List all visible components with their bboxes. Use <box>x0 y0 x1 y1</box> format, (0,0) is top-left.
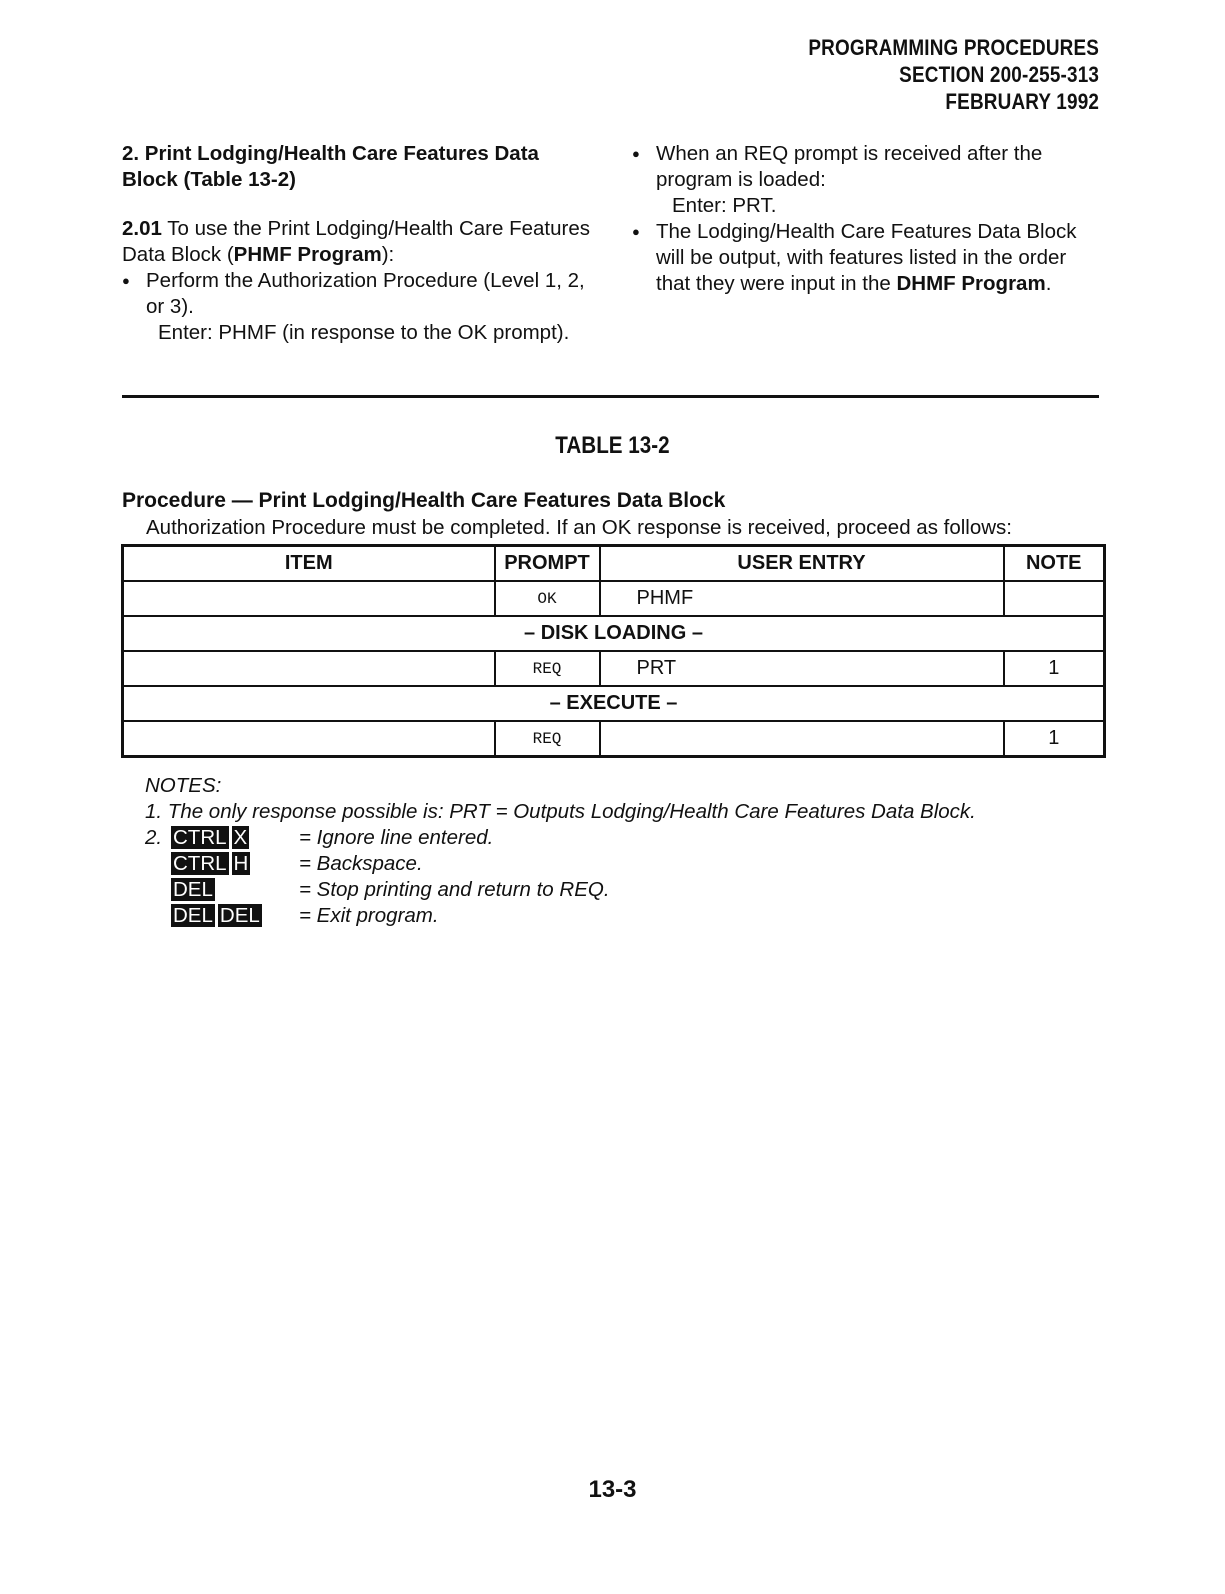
keys-del-del <box>171 903 299 929</box>
note-2-line-3 <box>145 877 976 903</box>
output-end: . <box>1045 272 1052 295</box>
table-header-row <box>123 546 1105 582</box>
desc-ignore-line: = Ignore line entered. <box>299 826 494 849</box>
left-column <box>122 141 592 346</box>
item-cell <box>123 651 495 686</box>
header-date: FEBRUARY 1992 <box>945 89 1099 114</box>
header-note: NOTE <box>1004 546 1105 582</box>
prompt-cell: REQ <box>495 651 600 686</box>
key-ctrl: CTRL <box>173 852 227 875</box>
prompt-cell: OK <box>495 581 600 616</box>
desc-exit-program: = Exit program. <box>299 904 439 927</box>
key-x: X <box>233 826 248 849</box>
horizontal-rule <box>122 395 1099 398</box>
bullet-authorization: ● Perform the Authorization Procedure (Level 1, 2, or 3). <box>122 268 592 320</box>
table-title-text: TABLE 13-2 <box>555 432 670 459</box>
header-section: SECTION 200-255-313 <box>899 62 1099 87</box>
page-number: 13-3 <box>588 1476 637 1503</box>
output-text: The Lodging/Health Care Features Data Block will be output, with features listed in the order that they were input in the <box>656 220 1077 295</box>
table-title <box>0 432 1225 460</box>
key-del: DEL <box>173 878 213 901</box>
table-row <box>123 581 1105 616</box>
right-column <box>632 141 1102 297</box>
keys-del <box>171 877 299 903</box>
key-del: DEL <box>219 904 260 927</box>
keys-ctrl-h <box>171 851 299 877</box>
note-cell <box>1004 581 1105 616</box>
desc-stop-printing: = Stop printing and return to REQ. <box>299 878 610 901</box>
paragraph-number: 2.01 <box>122 217 162 240</box>
item-cell <box>123 581 495 616</box>
enter-phmf: Enter: PHMF (in response to the OK prompt). <box>158 321 570 344</box>
item-cell <box>123 721 495 757</box>
key-ctrl: CTRL <box>173 826 227 849</box>
keys-ctrl-x <box>171 825 299 851</box>
bullet-req-prompt: ● When an REQ prompt is received after the program is loaded: <box>632 141 1102 193</box>
program-name: PHMF Program <box>233 243 382 266</box>
key-h: H <box>233 852 249 875</box>
note-2-line-4 <box>145 903 976 929</box>
authorization-note: Authorization Procedure must be completed. If an OK response is received, proceed as follows: <box>146 516 1013 539</box>
note-cell: 1 <box>1004 651 1105 686</box>
note-1: 1. The only response possible is: PRT = Outputs Lodging/Health Care Features Data Block. <box>145 800 976 823</box>
entry-cell: PHMF <box>600 581 1004 616</box>
prompt-cell: REQ <box>495 721 600 757</box>
table-row <box>123 651 1105 686</box>
desc-backspace: = Backspace. <box>299 852 423 875</box>
header-title: PROGRAMMING PROCEDURES <box>808 35 1099 60</box>
procedure-table <box>121 544 1106 758</box>
table-row <box>123 721 1105 757</box>
disk-loading-row: – DISK LOADING – <box>123 616 1105 651</box>
dhmf-program: DHMF Program <box>896 272 1046 295</box>
section-title: 2. Print Lodging/Health Care Features Data Block (Table 13-2) <box>122 142 539 191</box>
execute-row: – EXECUTE – <box>123 686 1105 721</box>
header-user-entry: USER ENTRY <box>600 546 1004 582</box>
header-prompt: PROMPT <box>495 546 600 582</box>
header-item: ITEM <box>123 546 495 582</box>
note-cell: 1 <box>1004 721 1105 757</box>
page-header <box>808 34 1099 115</box>
key-del: DEL <box>173 904 213 927</box>
entry-cell: PRT <box>600 651 1004 686</box>
enter-prt: Enter: PRT. <box>672 194 777 217</box>
paragraph-end: ): <box>381 243 395 266</box>
note-2-number: 2. <box>145 826 163 849</box>
bullet-output <box>632 219 1102 297</box>
procedure-heading: Procedure — Print Lodging/Health Care Features Data Block <box>122 489 726 512</box>
entry-cell <box>600 721 1004 757</box>
paragraph-text: To use the Print Lodging/Health Care Features Data Block ( <box>122 217 591 266</box>
note-2-line-1 <box>145 825 976 851</box>
note-2-line-2 <box>145 851 976 877</box>
table-row <box>123 616 1105 651</box>
notes-heading: NOTES: <box>145 774 222 797</box>
paragraph-2-01 <box>122 216 592 268</box>
notes-section <box>145 773 976 929</box>
table-row <box>123 686 1105 721</box>
